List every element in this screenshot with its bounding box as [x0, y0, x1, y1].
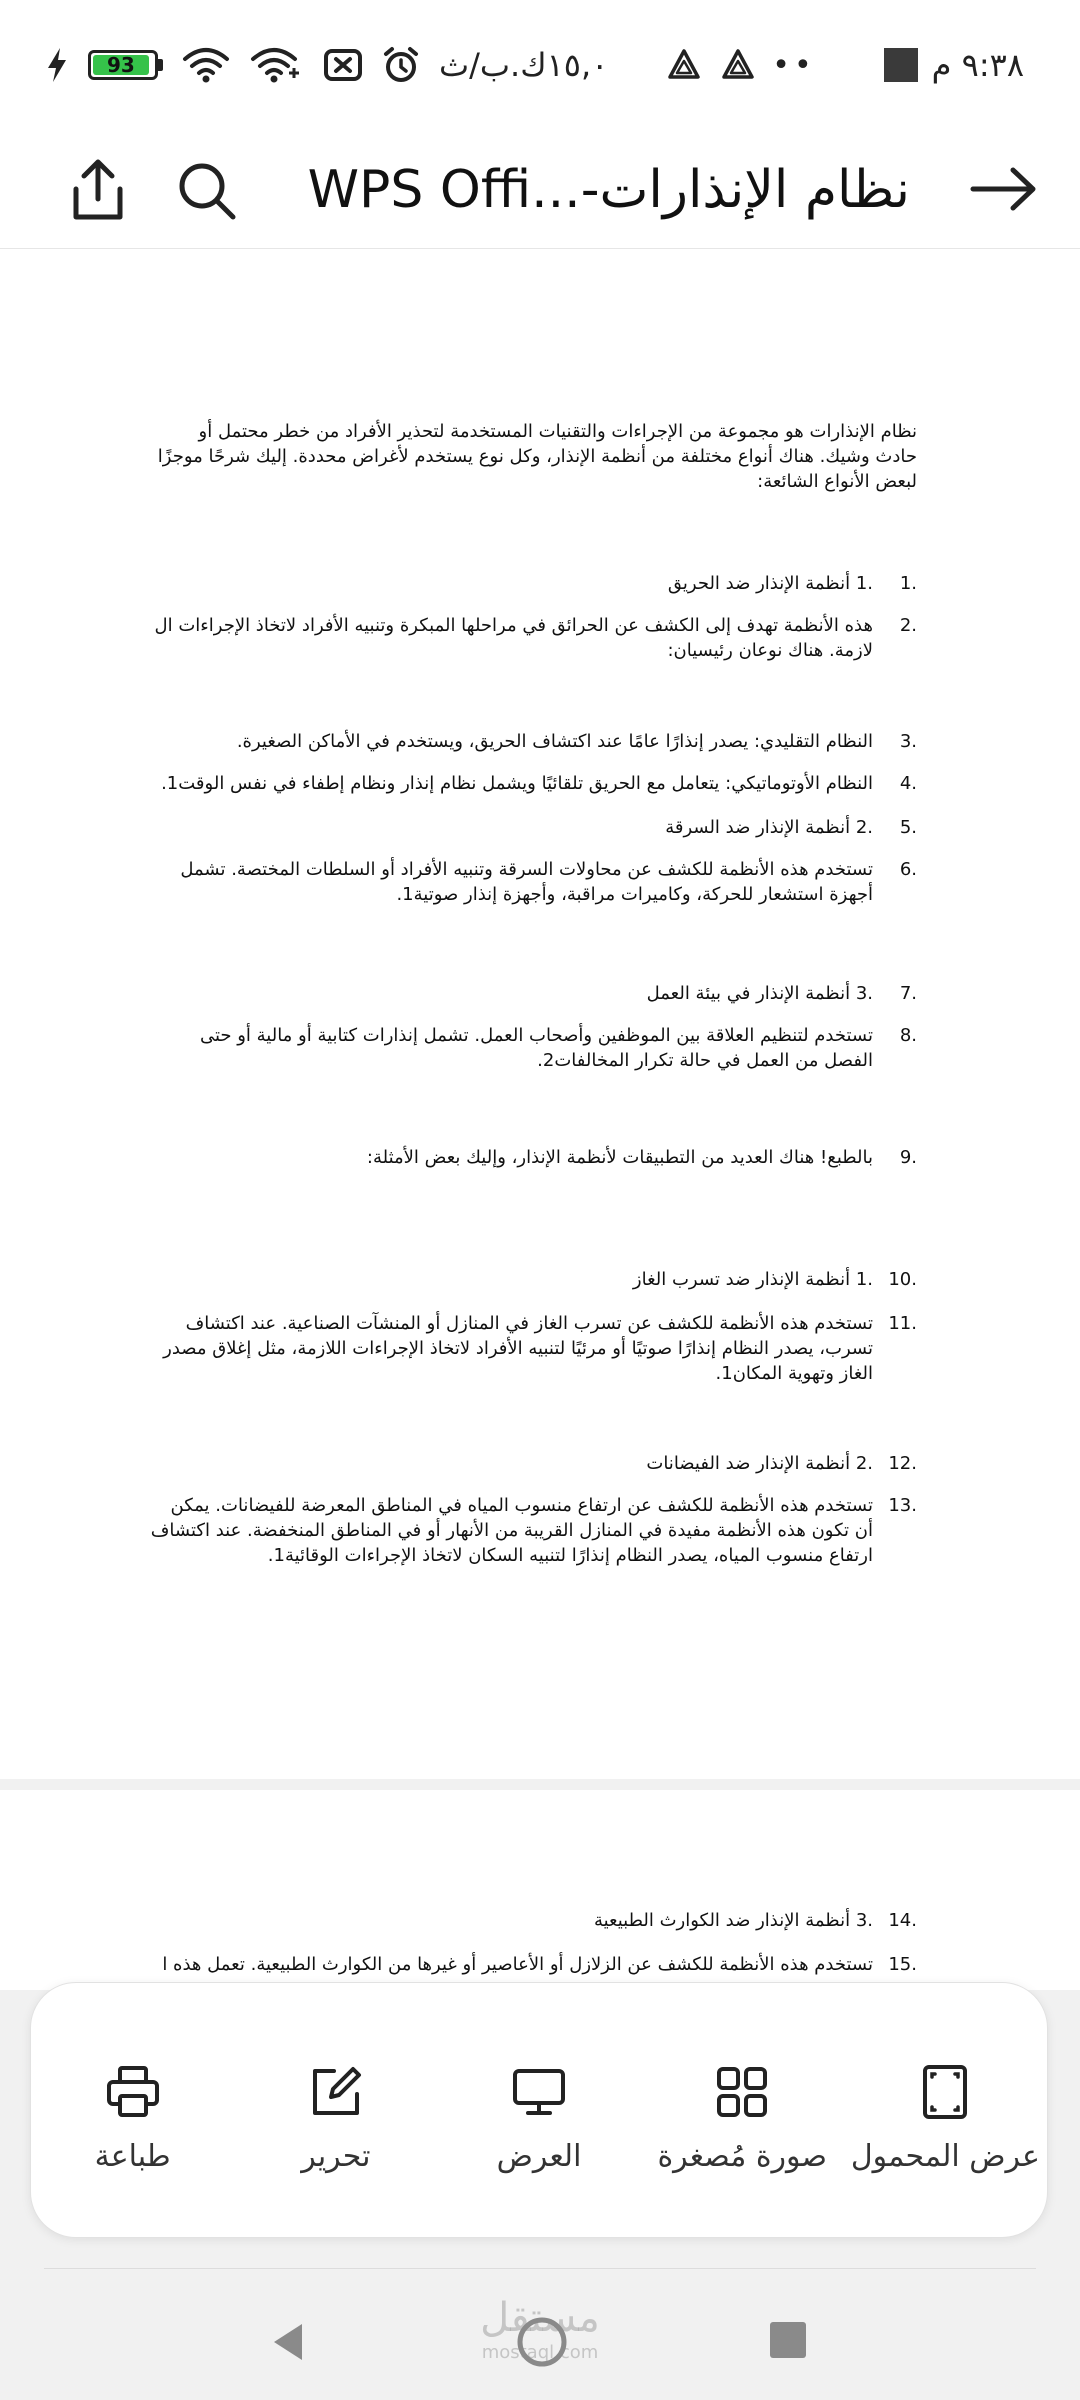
battery-indicator [88, 50, 163, 80]
list-item-text: النظام التقليدي: يصدر إنذارًا عامًا عند اكتشاف الحريق، ويستخدم في الأماكن الصغيرة. [236, 731, 873, 752]
list-item-number: 3. [899, 731, 917, 752]
list-item [147, 981, 917, 1006]
list-item [147, 1145, 917, 1170]
mobile-view-icon [916, 2063, 974, 2121]
wifi-icon [181, 45, 231, 85]
list-item-number: 14. [888, 1910, 917, 1931]
share-button[interactable] [60, 150, 136, 230]
network-speed: ١٥,٠ك.ب/ث [439, 46, 609, 84]
list-item-number: 10. [888, 1269, 917, 1290]
list-item-number: 12. [888, 1453, 917, 1474]
list-item-number: 13. [888, 1495, 917, 1516]
bottom-action-sheet [30, 1982, 1048, 2238]
search-button[interactable] [172, 156, 242, 226]
list-item [147, 1952, 917, 1977]
nav-back-icon[interactable] [268, 2320, 312, 2364]
grid-icon [713, 2063, 771, 2121]
thumbnail-label: صورة مُصغرة [657, 2139, 827, 2174]
arrow-right-icon [969, 164, 1039, 214]
back-button[interactable] [964, 154, 1044, 224]
nav-divider [44, 2268, 1036, 2269]
list-item [147, 1493, 917, 1568]
list-item [147, 1267, 917, 1292]
thumbnail-button[interactable] [647, 2063, 837, 2177]
app-header [0, 130, 1080, 249]
list-item-number: 4. [899, 773, 917, 794]
charging-icon [44, 46, 70, 84]
printer-icon [104, 2063, 162, 2121]
nav-recent-apps-icon[interactable] [770, 2322, 806, 2358]
status-time: ٩:٣٨ م [931, 46, 1024, 84]
print-label: طباعة [94, 2139, 171, 2174]
list-item-text: تستخدم هذه الأنظمة للكشف عن محاولات السرقة وتنبيه الأفراد أو السلطات المختصة. تشمل أجهزة استشعار للحركة، وكاميرات مراقبة، وأجهزة إنذار صوتية1. [180, 859, 873, 905]
monitor-icon [510, 2063, 568, 2121]
list-item [147, 1023, 917, 1073]
list-item [147, 613, 917, 663]
list-item-number: 8. [899, 1025, 917, 1046]
wifi-link-icon [249, 45, 305, 85]
status-left-group [44, 40, 608, 90]
watermark-url: mostaql.com [481, 2342, 599, 2363]
edit-icon [307, 2063, 365, 2121]
app-notification-icon [664, 45, 704, 85]
list-item-number: 9. [899, 1147, 917, 1168]
document-title: نظام الإنذارات-...WPS Offi [307, 160, 910, 220]
list-item-number: 2. [899, 615, 917, 636]
list-item [147, 729, 917, 754]
list-item-text: .3 أنظمة الإنذار ضد الكوارث الطبيعية [593, 1910, 873, 1931]
edit-button[interactable] [241, 2063, 431, 2177]
watermark-logo: مستقل [480, 2295, 600, 2341]
list-item-number: 1. [899, 573, 917, 594]
battery-level: 93 [93, 55, 149, 75]
list-item-number: 15. [888, 1954, 917, 1975]
edit-label: تحرير [301, 2139, 371, 2174]
notification-square-icon [884, 48, 918, 82]
list-item [147, 1908, 917, 1933]
list-item-text: .1 أنظمة الإنذار ضد تسرب الغاز [632, 1269, 873, 1290]
list-item-number: 7. [899, 983, 917, 1004]
status-bar [0, 0, 1080, 130]
more-notifications-indicator: •• [772, 47, 816, 83]
document-page-2[interactable] [0, 1790, 1080, 1990]
list-item-text: .3 أنظمة الإنذار في بيئة العمل [646, 983, 873, 1004]
list-item-text: بالطبع! هناك العديد من التطبيقات لأنظمة الإنذار، وإليك بعض الأمثلة: [366, 1147, 873, 1168]
list-item-text: هذه الأنظمة تهدف إلى الكشف عن الحرائق في مراحلها المبكرة وتنبيه الأفراد لاتخاذ الإجراءات ال لازمة. هناك نوعان رئيسيان: [154, 615, 873, 661]
list-item [147, 1451, 917, 1476]
list-item-number: 5. [899, 817, 917, 838]
list-item-text: تستخدم هذه الأنظمة للكشف عن الزلازل أو الأعاصير أو غيرها من الكوارث الطبيعية. تعمل هذه ا [162, 1954, 873, 1975]
list-item-number: 6. [899, 859, 917, 880]
alarm-icon [381, 45, 421, 85]
view-button[interactable] [444, 2063, 634, 2177]
document-intro-paragraph: نظام الإنذارات هو مجموعة من الإجراءات والتقنيات المستخدمة لتحذير الأفراد من خطر محتمل أو حادث وشيك. هناك أنواع مختلفة من أنظمة الإنذار، وكل نوع يستخدم لأغراض محددة. إليك شرحًا موجزًا لبعض الأنواع الشائعة: [157, 421, 917, 492]
mobile-view-button[interactable] [850, 2063, 1040, 2177]
list-item-text: .2 أنظمة الإنذار ضد السرقة [665, 817, 873, 838]
list-item-text: .1 أنظمة الإنذار ضد الحريق [667, 573, 873, 594]
no-sim-icon [323, 46, 363, 84]
search-icon [175, 159, 239, 223]
app-notification-icon-2 [718, 45, 758, 85]
list-item-text: .2 أنظمة الإنذار ضد الفيضانات [646, 1453, 873, 1474]
share-icon [68, 157, 128, 223]
list-item-text: تستخدم هذه الأنظمة للكشف عن تسرب الغاز في المنازل أو المنشآت الصناعية. عند اكتشاف تسرب، يصدر النظام إنذارًا صوتيًا أو مرئيًا لتنبيه الأفراد لاتخاذ الإجراءات اللازمة، مثل إغلاق مصدر الغاز وتهوية المكان1. [163, 1313, 873, 1384]
nav-home-icon[interactable] [514, 2314, 570, 2370]
document-page-1[interactable] [0, 249, 1080, 1779]
list-item [147, 571, 917, 596]
print-button[interactable] [38, 2063, 228, 2177]
list-item [147, 857, 917, 907]
list-item-text: تستخدم لتنظيم العلاقة بين الموظفين وأصحاب العمل. تشمل إنذارات كتابية أو مالية أو حتى الفصل من العمل في حالة تكرار المخالفات2. [199, 1025, 873, 1071]
status-right-group [664, 40, 1024, 90]
list-item-text: النظام الأوتوماتيكي: يتعامل مع الحريق تلقائيًا ويشمل نظام إنذار ونظام إطفاء في نفس الوقت1. [161, 773, 873, 794]
system-navigation-bar [0, 2270, 1080, 2400]
list-item [147, 1311, 917, 1386]
list-item-number: 11. [888, 1313, 917, 1334]
view-label: العرض [496, 2139, 582, 2174]
mobile-view-label: عرض المحمول [850, 2139, 1040, 2174]
list-item-text: تستخدم هذه الأنظمة للكشف عن ارتفاع منسوب المياه في المناطق المعرضة للفيضانات. يمكن أن تكون هذه الأنظمة مفيدة في المنازل القريبة من الأنهار أو في المناطق المنخفضة. عند اكتشاف ارتفاع منسوب المياه، يصدر النظام إنذارًا لتنبيه السكان لاتخاذ الإجراءات الوقائية1. [150, 1495, 873, 1566]
list-item [147, 771, 917, 796]
list-item [147, 815, 917, 840]
